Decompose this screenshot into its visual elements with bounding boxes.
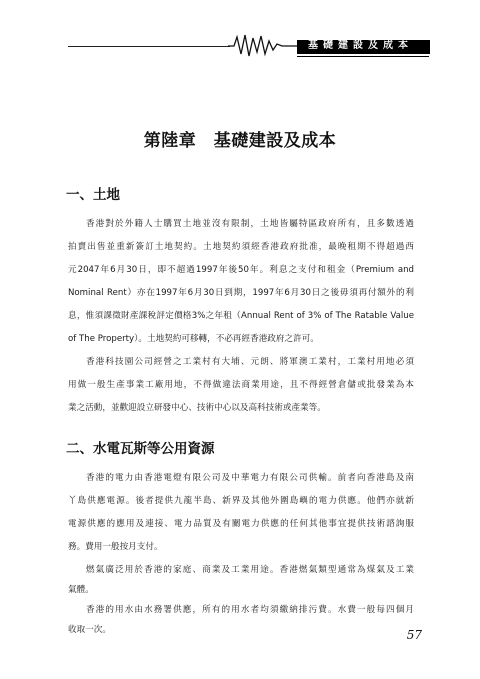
paragraph-line: 燃氣廣泛用於香港的家庭、商業及工業用途。香港燃氣類型通常為煤氣及工業 [86, 565, 414, 575]
paragraph-line: 業之活動，並歡迎設立研發中心、技術中心以及高科技術或產業等。 [68, 403, 326, 413]
header-running-title-band [297, 40, 430, 54]
paragraph-line: Nominal Rent）亦在1997年6月30日到期，1997年6月30日之後毋須再付額外的利 [68, 288, 414, 298]
paragraph-line: 香港的電力由香港電燈有限公司及中華電力有限公司供輸。前者向香港島及南 [86, 473, 414, 483]
page-number: 57 [406, 628, 422, 642]
paragraph-line: 收取一次。 [68, 625, 111, 635]
paragraph-line: 氣體。 [68, 585, 94, 595]
paragraph-line: 用做一般生產事業工廠用地，不得做違法商業用途，且不得經營倉儲或批發業為本 [68, 380, 414, 390]
paragraph-line: of The Property）。土地契約可移轉，不必再經香港政府之許可。 [68, 334, 319, 344]
section-heading-land: 一、土地 [66, 187, 120, 203]
header-wave-icon [228, 32, 298, 58]
paragraph-line: 電源供應的應用及連接、電力品質及有關電力供應的任何其他事宜提供技術諮詢服 [68, 519, 414, 529]
paragraph-line: 香港的用水由水務署供應，所有的用水者均須繳納排污費。水費一般每四個月 [86, 605, 414, 615]
paragraph-line: 香港對於外籍人士購買土地並沒有限制，土地皆屬特區政府所有，且多數透過 [86, 219, 414, 229]
header-rule-left [68, 46, 230, 47]
chapter-title: 第陸章 基礎建設及成本 [143, 131, 337, 151]
paragraph-line: 息，惟須課徵財產課稅評定價格3%之年租（Annual Rent of 3% of The Ratable Value [68, 311, 414, 321]
header-rule-right [297, 56, 429, 57]
header-running-title: 基礎建設及成本 [308, 40, 413, 51]
paragraph-line: 務。費用一般按月支付。 [68, 542, 163, 552]
paragraph-line: 元2047年6月30日，即不超過1997年後50年。利息之支付和租金（Premium and [68, 265, 414, 275]
paragraph-line: 拍賣出售並重新簽訂土地契約。土地契約須經香港政府批准，最晚租期不得超過西 [68, 242, 414, 252]
paragraph-line: 香港科技園公司經營之工業村有大埔、元朗、將軍澳工業村，工業村用地必須 [86, 357, 414, 367]
section-heading-utilities: 二、水電瓦斯等公用資源 [66, 441, 215, 457]
paragraph-line: 丫島供應電源。後者提供九龍半島、新界及其他外圍島嶼的電力供應。他們亦就新 [68, 496, 414, 506]
